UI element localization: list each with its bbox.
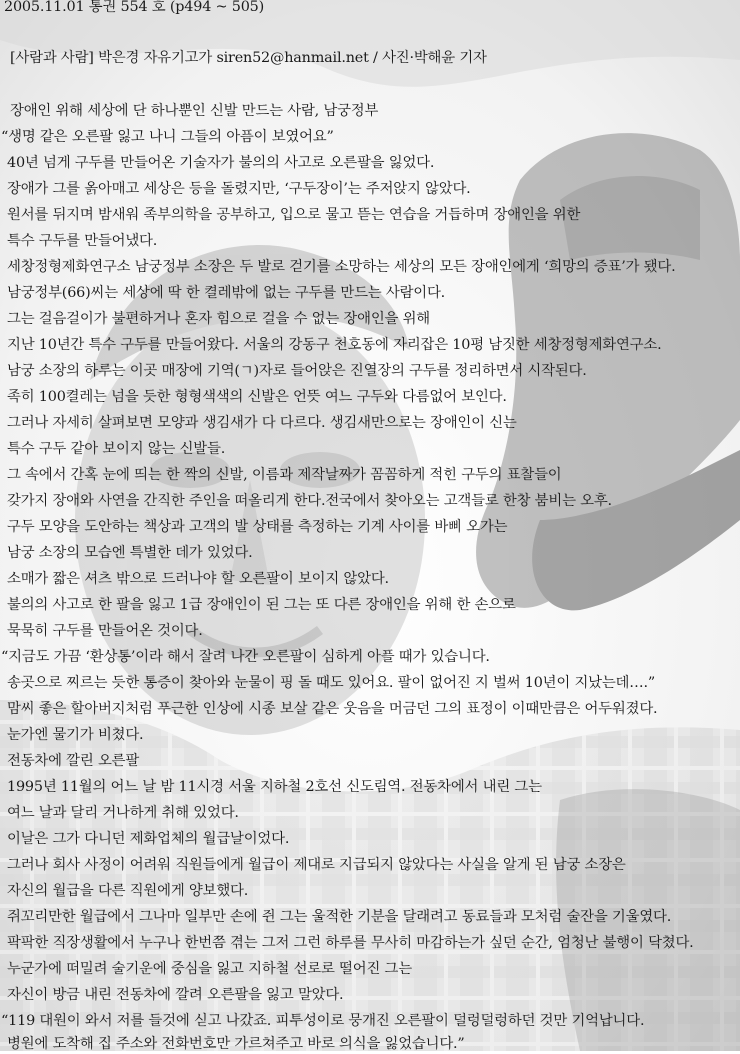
body-line: 팍팍한 직장생활에서 누구나 한번쯤 겪는 그저 그런 하루를 무사히 마감하는가 싶던 순간, 엄청난 불행이 닥쳤다. xyxy=(7,935,694,951)
section-heading: 전동차에 깔린 오른팔 xyxy=(7,753,140,769)
body-line: 1995년 11월의 어느 날 밤 11시경 서울 지하철 2호선 신도림역. 전동차에서 내린 그는 xyxy=(7,779,542,795)
body-line: 그러나 회사 사정이 어려워 직원들에게 월급이 제대로 지급되지 않았다는 사실을 알게 된 남궁 소장은 xyxy=(7,857,626,873)
body-line: 남궁정부(66)씨는 세상에 딱 한 켤레밖에 없는 구두를 만드는 사람이다. xyxy=(7,285,446,301)
body-line: 구두 모양을 도안하는 책상과 고객의 발 상태를 측정하는 기계 사이를 바삐 오가는 xyxy=(7,519,508,535)
article-byline: [사람과 사람] 박은경 자유기고가 siren52@hanmail.net / 사진·박해윤 기자 xyxy=(10,50,487,66)
quote-line: “지금도 가끔 ‘환상통’이라 해서 잘려 나간 오른팔이 심하게 아플 때가 있습니다. xyxy=(1,649,490,665)
body-line: 이날은 그가 다니던 제화업체의 월급날이었다. xyxy=(7,831,290,847)
body-line: 그러나 자세히 살펴보면 모양과 생김새가 다 다르다. 생김새만으로는 장애인이 신는 xyxy=(7,415,517,431)
body-line: 특수 구두 같아 보이지 않는 신발들. xyxy=(7,441,226,457)
article-subtitle: 장애인 위해 세상에 단 하나뿐인 신발 만드는 사람, 남궁정부 xyxy=(10,103,379,119)
body-line: 장애가 그를 옭아매고 세상은 등을 돌렸지만, ‘구두장이’는 주저앉지 않았다. xyxy=(7,181,471,197)
body-line: 불의의 사고로 한 팔을 잃고 1급 장애인이 된 그는 또 다른 장애인을 위해 한 손으로 xyxy=(7,597,516,613)
body-line: 지난 10년간 특수 구두를 만들어왔다. 서울의 강동구 천호동에 자리잡은 10평 남짓한 세창정형제화연구소. xyxy=(7,337,662,353)
body-line: 눈가엔 물기가 비쳤다. xyxy=(7,727,144,743)
article-title-quote: “생명 같은 오른팔 잃고 나니 그들의 아픔이 보였어요” xyxy=(1,129,334,145)
body-line: 묵묵히 구두를 만들어온 것이다. xyxy=(7,623,203,639)
body-line: 남궁 소장의 모습엔 특별한 데가 있었다. xyxy=(7,545,253,561)
body-line: 누군가에 떠밀려 술기운에 중심을 잃고 지하철 선로로 떨어진 그는 xyxy=(7,961,412,977)
body-line: 40년 넘게 구두를 만들어온 기술자가 불의의 사고로 오른팔을 잃었다. xyxy=(7,155,435,171)
issue-header: 2005.11.01 통권 554 호 (p494 ~ 505) xyxy=(4,0,265,15)
body-line: 자신이 방금 내린 전동차에 깔려 오른팔을 잃고 말았다. xyxy=(7,987,344,1003)
body-line: 세창정형제화연구소 남궁정부 소장은 두 발로 걷기를 소망하는 세상의 모든 장애인에게 ‘희망의 증표’가 됐다. xyxy=(7,259,676,275)
quote-line: 송곳으로 찌르는 듯한 통증이 찾아와 눈물이 핑 돌 때도 있어요. 팔이 없어진 지 벌써 10년이 지났는데….” xyxy=(7,675,655,691)
body-line: 남궁 소장의 하루는 이곳 매장에 기역(ㄱ)자로 들어앉은 진열장의 구두를 정리하면서 시작된다. xyxy=(7,363,587,379)
body-line: 갖가지 장애와 사연을 간직한 주인을 떠올리게 한다.전국에서 찾아오는 고객들로 한창 붐비는 오후. xyxy=(7,493,612,509)
body-line: 족히 100켤레는 넘을 듯한 형형색색의 신발은 언뜻 여느 구두와 다름없어 보인다. xyxy=(7,389,507,405)
body-line: 소매가 짧은 셔츠 밖으로 드러나야 할 오른팔이 보이지 않았다. xyxy=(7,571,389,587)
body-line: 원서를 뒤지며 밤새워 족부의학을 공부하고, 입으로 물고 뜯는 연습을 거듭하며 장애인을 위한 xyxy=(7,207,581,223)
body-line: 쥐꼬리만한 월급에서 그나마 일부만 손에 쥔 그는 울적한 기분을 달래려고 동료들과 모처럼 술잔을 기울였다. xyxy=(7,909,672,925)
body-line: 자신의 월급을 다른 직원에게 양보했다. xyxy=(7,883,249,899)
quote-line: 병원에 도착해 집 주소와 전화번호만 가르쳐주고 바로 의식을 잃었습니다.” xyxy=(7,1036,465,1052)
body-line: 여느 날과 달리 거나하게 취해 있었다. xyxy=(7,805,239,821)
body-line: 그는 걸음걸이가 불편하거나 혼자 힘으로 걸을 수 없는 장애인을 위해 xyxy=(7,311,431,327)
quote-line: “119 대원이 와서 저를 들것에 싣고 나갔죠. 피투성이로 뭉개진 오른팔이 덜렁덜렁하던 것만 기억납니다. xyxy=(1,1013,645,1029)
body-line: 맘씨 좋은 할아버지처럼 푸근한 인상에 시종 보살 같은 웃음을 머금던 그의 표정이 이때만큼은 어두워졌다. xyxy=(7,701,658,717)
body-line: 특수 구두를 만들어냈다. xyxy=(7,233,158,249)
body-line: 그 속에서 간혹 눈에 띄는 한 짝의 신발, 이름과 제작날짜가 꼼꼼하게 적힌 구두의 표찰들이 xyxy=(7,467,562,483)
